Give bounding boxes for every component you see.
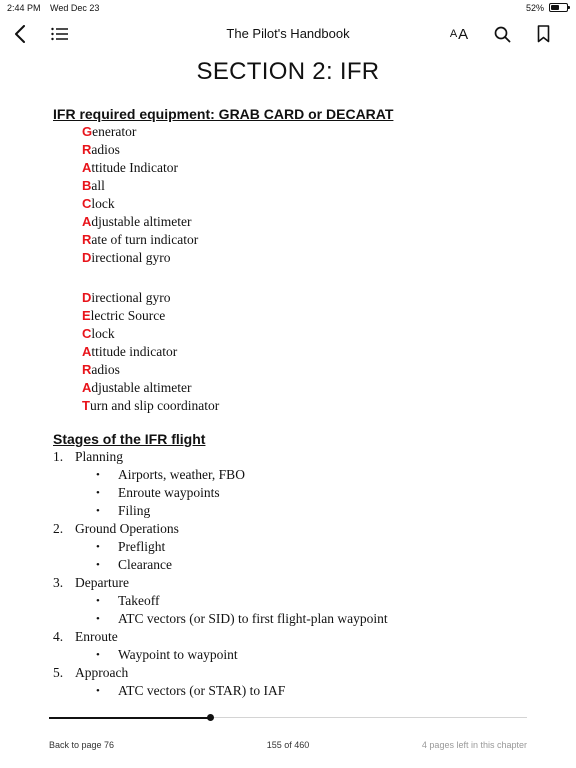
bullet-icon: • (96, 685, 100, 697)
stage-item (53, 448, 533, 466)
stages-heading: Stages of the IFR flight (53, 431, 206, 447)
mnemonic-initial: D (82, 290, 92, 305)
mnemonic-rest: lectric Source (90, 308, 166, 323)
bullet-icon: • (96, 469, 100, 481)
stage-subitem (53, 556, 533, 574)
battery-icon (549, 3, 568, 12)
stage-label: Departure (75, 575, 129, 590)
battery-percentage: 52% (525, 3, 544, 13)
mnemonic-rest: djustable altimeter (91, 380, 192, 395)
mnemonic-initial: E (82, 308, 91, 323)
bookmark-button[interactable] (531, 22, 555, 46)
stage-subitem-label: ATC vectors (or SID) to first flight-plan waypoint (118, 611, 388, 626)
stage-subitem-label: Enroute waypoints (118, 485, 220, 500)
stage-item (53, 664, 533, 682)
mnemonic-item (82, 195, 198, 213)
status-date: Wed Dec 23 (50, 3, 100, 13)
mnemonic-item (82, 307, 219, 325)
page-scrubber[interactable] (49, 717, 527, 718)
bullet-icon: • (96, 649, 100, 661)
stage-subitem-label: ATC vectors (or STAR) to IAF (118, 683, 286, 698)
stage-subitem (53, 502, 533, 520)
mnemonic-item (82, 159, 198, 177)
bullet-icon: • (96, 505, 100, 517)
mnemonic-item (82, 325, 219, 343)
mnemonic-rest: ttitude Indicator (91, 160, 178, 175)
scrubber-knob[interactable] (207, 714, 214, 721)
back-to-page-link[interactable]: Back to page 76 (49, 740, 115, 750)
stage-subitem-label: Preflight (118, 539, 166, 554)
stage-label: Approach (75, 665, 129, 680)
stage-subitem-label: Clearance (118, 557, 172, 572)
progress-fill (49, 717, 210, 719)
bullet-icon: • (96, 595, 100, 607)
mnemonic-item (82, 343, 219, 361)
stage-number: 4. (53, 629, 64, 644)
mnemonic-item (82, 141, 198, 159)
mnemonic-initial: R (82, 142, 92, 157)
equipment-heading: IFR required equipment: GRAB CARD or DECARAT (53, 106, 394, 122)
bullet-icon: • (96, 541, 100, 553)
stage-item (53, 628, 533, 646)
stage-subitem (53, 646, 533, 664)
mnemonic-item (82, 249, 198, 267)
book-title: The Pilot's Handbook (226, 26, 350, 41)
stage-subitem (53, 592, 533, 610)
mnemonic-initial: B (82, 178, 92, 193)
stage-item (53, 520, 533, 538)
mnemonic-item (82, 361, 219, 379)
reader-toolbar (0, 18, 576, 50)
mnemonic-initial: C (82, 326, 92, 341)
stage-number: 1. (53, 449, 64, 464)
mnemonic-rest: lock (91, 326, 115, 341)
stage-item (53, 574, 533, 592)
stage-subitem-label: Waypoint to waypoint (118, 647, 238, 662)
status-bar (0, 0, 576, 16)
stage-subitem-label: Takeoff (118, 593, 160, 608)
mnemonic-rest: adios (91, 142, 120, 157)
mnemonic-rest: adios (91, 362, 120, 377)
stage-subitem (53, 610, 533, 628)
mnemonic-item (82, 123, 198, 141)
stage-number: 2. (53, 521, 64, 536)
mnemonic-initial: R (82, 232, 92, 247)
mnemonic-rest: ate of turn indicator (91, 232, 199, 247)
section-title: SECTION 2: IFR (196, 58, 380, 85)
mnemonic-initial: A (82, 344, 92, 359)
status-time: 2:44 PM (7, 3, 41, 13)
mnemonic-initial: D (82, 250, 92, 265)
stage-subitem-label: Airports, weather, FBO (118, 467, 245, 482)
search-button[interactable] (490, 22, 514, 46)
mnemonic-rest: djustable altimeter (91, 214, 192, 229)
mnemonic-initial: A (82, 380, 92, 395)
stage-label: Planning (75, 449, 124, 464)
stage-subitem (53, 682, 533, 700)
mnemonic-initial: C (82, 196, 92, 211)
mnemonic-rest: all (91, 178, 105, 193)
battery-fill (551, 5, 559, 10)
mnemonic-rest: ttitude indicator (91, 344, 178, 359)
page-indicator: 155 of 460 (266, 740, 310, 750)
pages-left-in-chapter: 4 pages left in this chapter (421, 740, 527, 750)
font-large-a-icon: A (458, 25, 469, 43)
mnemonic-initial: G (82, 124, 93, 139)
mnemonic-initial: R (82, 362, 92, 377)
stage-subitem (53, 538, 533, 556)
font-small-a-icon: A (449, 28, 458, 40)
mnemonic-initial: T (82, 398, 90, 413)
bookmark-icon (537, 25, 550, 43)
mnemonic-item (82, 213, 198, 231)
mnemonic-rest: urn and slip coordinator (89, 398, 220, 413)
stage-number: 3. (53, 575, 64, 590)
mnemonic-rest: irectional gyro (91, 290, 171, 305)
stage-subitem (53, 466, 533, 484)
font-size-button[interactable] (446, 22, 472, 46)
search-icon (494, 26, 511, 43)
mnemonic-initial: A (82, 214, 92, 229)
decarat-list (82, 289, 219, 415)
grab-card-list (82, 123, 198, 267)
bullet-icon: • (96, 487, 100, 499)
stage-number: 5. (53, 665, 64, 680)
mnemonic-rest: irectional gyro (91, 250, 171, 265)
bullet-icon: • (96, 613, 100, 625)
stages-list (53, 448, 533, 700)
mnemonic-item (82, 231, 198, 249)
bullet-icon: • (96, 559, 100, 571)
mnemonic-item (82, 177, 198, 195)
mnemonic-rest: enerator (92, 124, 137, 139)
stage-label: Ground Operations (75, 521, 179, 536)
stage-label: Enroute (75, 629, 118, 644)
mnemonic-item (82, 379, 219, 397)
mnemonic-rest: lock (91, 196, 115, 211)
mnemonic-item (82, 289, 219, 307)
mnemonic-initial: A (82, 160, 92, 175)
mnemonic-item (82, 397, 219, 415)
stage-subitem (53, 484, 533, 502)
stage-subitem-label: Filing (118, 503, 151, 518)
